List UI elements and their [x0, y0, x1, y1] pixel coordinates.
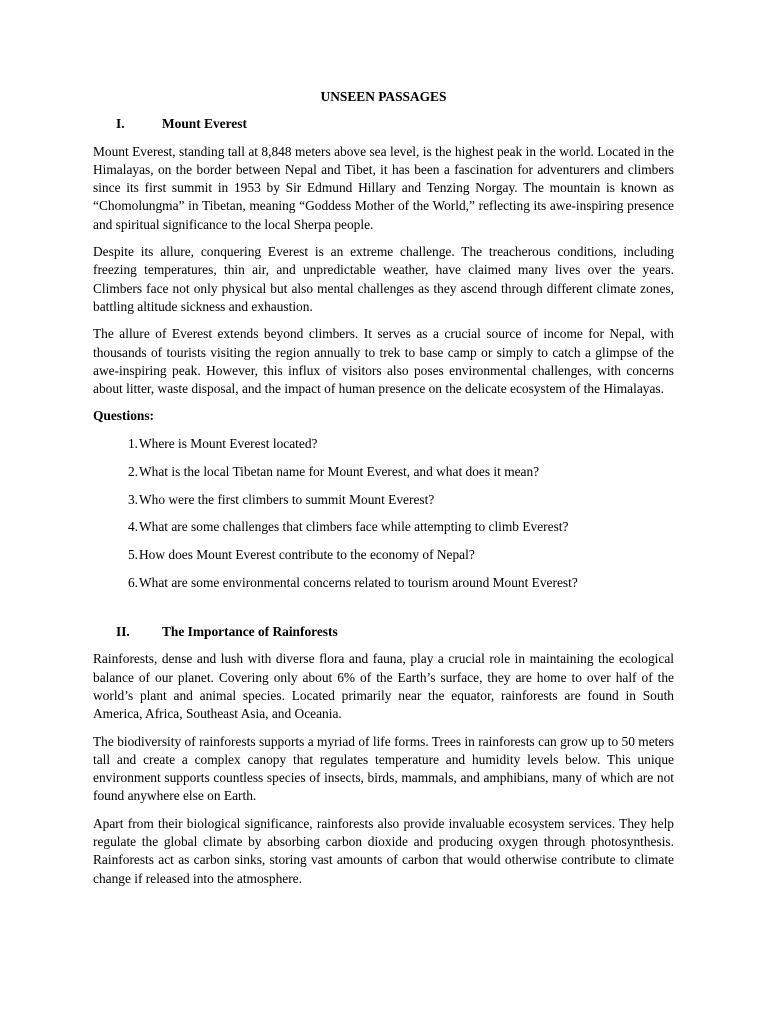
paragraph: The biodiversity of rainforests supports a myriad of life forms. Trees in rainforests can grow up to 50 meters tall and create a complex canopy that regulates temperature and humidity levels below. This unique environment supports countless species of insects, birds, mammals, and amphibians, many of which are not found anywhere else on Earth. [93, 733, 674, 804]
list-item [93, 574, 674, 592]
question-number: 2. [127, 463, 138, 479]
question-text: Who were the first climbers to summit Mount Everest? [139, 491, 435, 507]
section-numeral: II. [116, 624, 130, 640]
paragraph: Mount Everest, standing tall at 8,848 meters above sea level, is the highest peak in the world. Located in the Himalayas, on the border between Nepal and Tibet, it has been a fascination for adventurers and climbers since its first summit in 1953 by Sir Edmund Hillary and Tenzing Norgay. The mountain is known as “Chomolungma” in Tibetan, meaning “Goddess Mother of the World,” reflecting its awe-inspiring presence and spiritual significance to the local Sherpa people. [93, 143, 674, 232]
paragraph: Despite its allure, conquering Everest is an extreme challenge. The treacherous conditions, including freezing temperatures, thin air, and unpredictable weather, have claimed many lives over the years. Climbers face not only physical but also mental challenges as they ascend through different climate zones, battling altitude sickness and exhaustion. [93, 244, 674, 314]
section-title: The Importance of Rainforests [162, 624, 338, 640]
list-item [93, 518, 674, 536]
question-text: Where is Mount Everest located? [139, 435, 318, 451]
paragraph: Rainforests, dense and lush with diverse flora and fauna, play a crucial role in maintaining the ecological balance of our planet. Covering only about 6% of the Earth’s surface, they are home to over half of the world’s plant and animal species. Located primarily near the equator, rainforests are found in South America, Africa, Southeast Asia, and Oceania. [93, 651, 674, 722]
section-heading-rainforests [93, 623, 674, 641]
questions-label: Questions: [93, 408, 155, 424]
paragraph: The allure of Everest extends beyond climbers. It serves as a crucial source of income for Nepal, with thousands of tourists visiting the region annually to trek to base camp or simply to catch a glimpse of the awe-inspiring peak. However, this influx of visitors also poses environmental challenges, with concerns about litter, waste disposal, and the impact of human presence on the delicate ecosystem of the Himalayas. [93, 326, 674, 397]
paragraph: Apart from their biological significance, rainforests also provide invaluable ecosystem services. They help regulate the global climate by absorbing carbon dioxide and producing oxygen through photosynthesis. Rainforests act as carbon sinks, storing vast amounts of carbon that would otherwise contribute to climate change if released into the atmosphere. [93, 815, 674, 886]
section-spacer [93, 602, 674, 623]
section-heading-mount-everest [93, 115, 674, 133]
document-page [93, 88, 674, 897]
document-title: UNSEEN PASSAGES [320, 89, 447, 104]
question-text: What is the local Tibetan name for Mount Everest, and what does it mean? [139, 463, 540, 479]
question-list [93, 435, 674, 593]
question-number: 4. [127, 519, 138, 535]
list-item [93, 546, 674, 564]
list-item [93, 435, 674, 453]
question-text: What are some environmental concerns related to tourism around Mount Everest? [139, 575, 578, 591]
question-text: What are some challenges that climbers face while attempting to climb Everest? [139, 519, 569, 535]
list-item [93, 463, 674, 481]
question-number: 6. [127, 575, 138, 591]
question-number: 1. [127, 435, 138, 451]
question-number: 5. [127, 547, 138, 563]
section-numeral: I. [116, 116, 125, 132]
list-item [93, 491, 674, 509]
question-number: 3. [127, 491, 138, 507]
question-text: How does Mount Everest contribute to the economy of Nepal? [139, 547, 475, 563]
section-title: Mount Everest [162, 116, 247, 132]
